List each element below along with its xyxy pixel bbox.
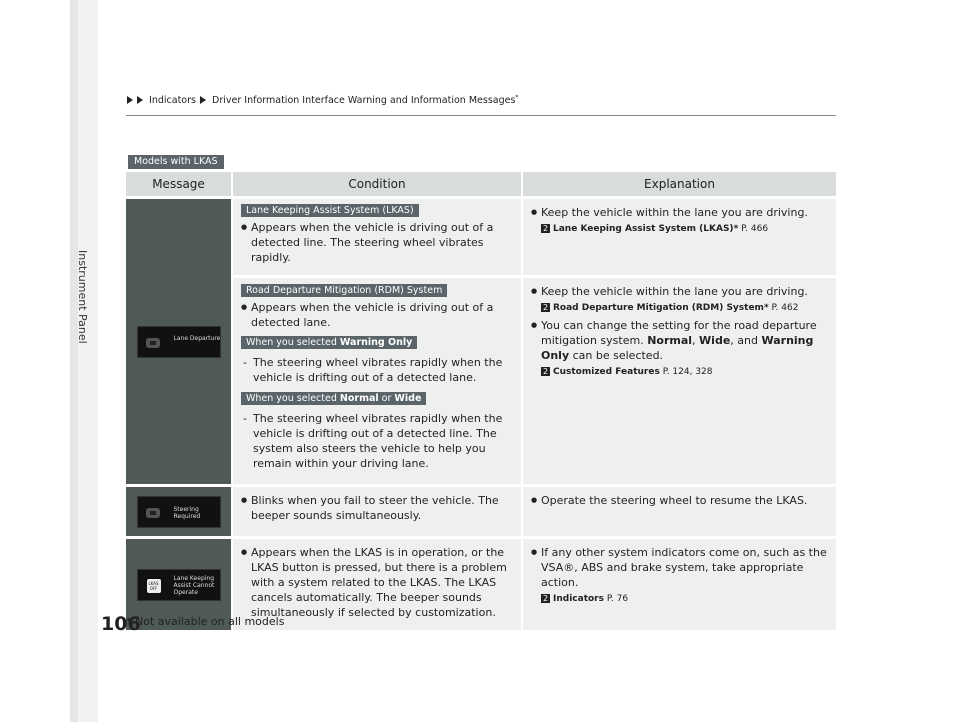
table-row bbox=[126, 275, 836, 484]
explanation-text: ● Keep the vehicle within the lane you are driving. bbox=[531, 205, 828, 220]
screen-text: Steering Required bbox=[173, 505, 201, 520]
explanation-text: ● If any other system indicators come on, such as the VSA®, ABS and brake system, take appropriate action. bbox=[531, 545, 828, 590]
column-header: Condition bbox=[233, 172, 523, 196]
reference-arrow-icon: 2 bbox=[542, 594, 549, 603]
column-header: Explanation bbox=[523, 172, 836, 196]
breadcrumb-triangle-icon bbox=[200, 96, 206, 104]
condition-text: ● Appears when the LKAS is in operation, or the LKAS button is pressed, but there is a problem with a system related to the LKAS. The LKAS cancels automatically. The beeper sounds simultaneously if selected by customization. bbox=[241, 545, 513, 620]
condition-text: ● Appears when the vehicle is driving out of a detected line. The steering wheel vibrates rapidly. bbox=[241, 220, 513, 265]
reference-arrow-icon: 2 bbox=[542, 224, 549, 233]
explanation-cell bbox=[523, 484, 836, 536]
setting-description: - The steering wheel vibrates rapidly when the vehicle is drifting out of a detected lane. bbox=[241, 355, 513, 385]
lkas-off-icon: LKAS OFF bbox=[148, 580, 159, 591]
reference-arrow-icon: 2 bbox=[542, 367, 549, 376]
condition-badge: Lane Keeping Assist System (LKAS) bbox=[241, 204, 419, 217]
explanation-text: ● Keep the vehicle within the lane you are driving. bbox=[531, 284, 828, 299]
models-badge: Models with LKAS bbox=[128, 155, 224, 169]
page-number: 106 bbox=[101, 613, 141, 635]
car-icon bbox=[146, 508, 160, 518]
message-screen bbox=[137, 496, 221, 528]
explanation-cell bbox=[523, 196, 836, 275]
screen-text: Lane Departure bbox=[173, 334, 221, 342]
setting-description: - The steering wheel vibrates rapidly when the vehicle is drifting out of a detected line. The system also steers the vehicle to help you remain within your driving lane. bbox=[241, 411, 513, 471]
message-image-cell bbox=[126, 484, 233, 536]
explanation-cell bbox=[523, 536, 836, 630]
page-reference[interactable]: 2 Road Departure Mitigation (RDM) System* P. 462 bbox=[542, 303, 799, 313]
side-grey-strip bbox=[78, 0, 98, 722]
footnote: * Not available on all models bbox=[126, 615, 285, 628]
car-icon bbox=[146, 338, 160, 348]
table-row bbox=[126, 484, 836, 536]
side-tab bbox=[0, 0, 78, 722]
reference-arrow-icon: 2 bbox=[542, 303, 549, 312]
setting-badge: When you selected Normal or Wide bbox=[241, 392, 426, 405]
asterisk: * bbox=[515, 94, 519, 101]
condition-text: ● Appears when the vehicle is driving out of a detected lane. bbox=[241, 300, 513, 330]
condition-cell bbox=[233, 484, 523, 536]
breadcrumb-triangle-icon bbox=[137, 96, 143, 104]
breadcrumb-triangle-icon bbox=[127, 96, 133, 104]
screen-text: Lane Keeping Assist Cannot Operate bbox=[173, 574, 215, 596]
table-row bbox=[126, 196, 836, 275]
message-screen bbox=[137, 569, 221, 601]
message-image-cell bbox=[126, 196, 233, 484]
explanation-cell bbox=[523, 275, 836, 484]
page-reference[interactable]: 2 Lane Keeping Assist System (LKAS)* P. 466 bbox=[542, 224, 769, 234]
condition-badge: Road Departure Mitigation (RDM) System bbox=[241, 284, 447, 297]
breadcrumb-item[interactable]: Indicators bbox=[149, 95, 196, 107]
breadcrumb-item[interactable]: Driver Information Interface Warning and Information Messages bbox=[212, 95, 516, 107]
page-reference[interactable]: 2 Customized Features P. 124, 328 bbox=[542, 367, 713, 377]
explanation-text: ● You can change the setting for the road departure mitigation system. Normal, Wide, and Warning Only can be selected. bbox=[531, 318, 828, 363]
condition-cell bbox=[233, 275, 523, 484]
explanation-text: ● Operate the steering wheel to resume the LKAS. bbox=[531, 493, 828, 508]
condition-text: ● Blinks when you fail to steer the vehicle. The beeper sounds simultaneously. bbox=[241, 493, 513, 523]
breadcrumb bbox=[126, 94, 518, 106]
setting-badge: When you selected Warning Only bbox=[241, 336, 417, 349]
header-rule bbox=[126, 115, 836, 116]
messages-table bbox=[126, 172, 836, 630]
section-label: Instrument Panel bbox=[76, 250, 89, 344]
message-screen bbox=[137, 326, 221, 358]
page-reference[interactable]: 2 Indicators P. 76 bbox=[542, 594, 629, 604]
column-header: Message bbox=[126, 172, 233, 196]
condition-cell bbox=[233, 196, 523, 275]
